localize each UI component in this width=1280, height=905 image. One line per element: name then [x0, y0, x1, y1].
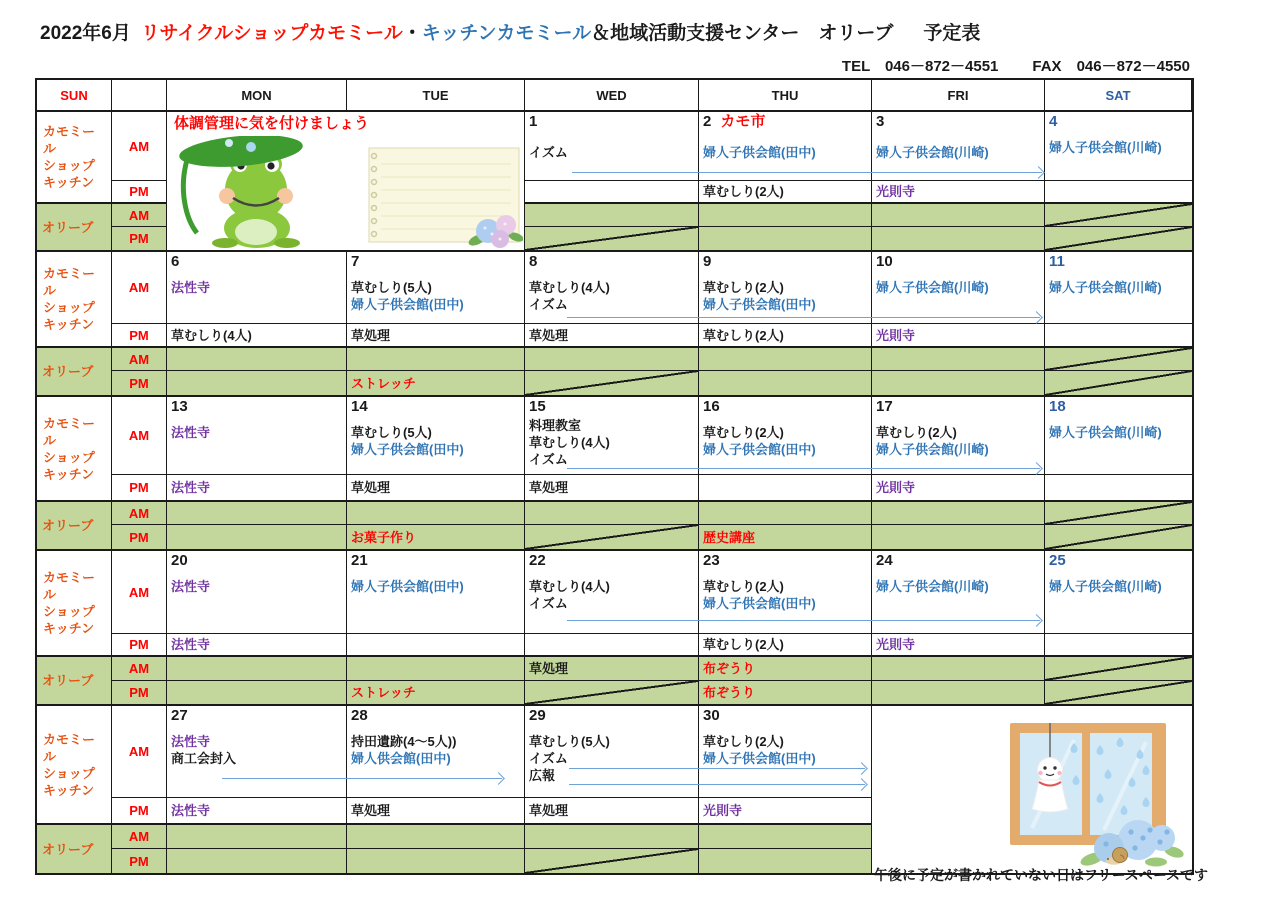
event-text: 草むしり(5人) [529, 734, 610, 749]
w1-fri-olive-pm-cell [872, 227, 1045, 250]
label-line: カモミール [43, 731, 96, 764]
day-number: 4 [1049, 113, 1058, 130]
w4-wed-olive-am-cell: 草処理 [525, 657, 699, 681]
week-3 [37, 397, 1192, 551]
row-label-olive: オリーブ [37, 348, 112, 395]
continuation-arrow [569, 768, 865, 769]
w3-sat-olive-pm-cell [1045, 525, 1192, 549]
event-text: 広報 [529, 768, 556, 783]
w1-sat-olive-pm-cell [1045, 227, 1192, 250]
fax-number: FAX 046－872－4550 [1032, 58, 1190, 75]
event-text: 法性寺 [171, 734, 211, 749]
w4-thu-pm-cell: 草むしり(2人) [699, 634, 872, 657]
w3-tue-am-cell [347, 397, 525, 475]
day-number: 20 [171, 552, 188, 569]
event-text: 草むしり(4人) [529, 280, 610, 295]
w4-sat-olive-am-cell [1045, 657, 1192, 681]
header-sat: SAT [1045, 80, 1192, 110]
w1-thu-olive-pm-cell [699, 227, 872, 250]
day-number: 18 [1049, 398, 1066, 415]
w5-wed-pm-cell: 草処理 [525, 798, 699, 825]
w1-thu-pm-cell: 草むしり(2人) [699, 181, 872, 204]
w1-sat-am-cell [1045, 112, 1192, 181]
w3-sat-olive-am-cell [1045, 502, 1192, 525]
w3-thu-pm-cell [699, 475, 872, 502]
w3-wed-olive-pm-cell [525, 525, 699, 549]
w3-fri-olive-am-cell [872, 502, 1045, 525]
w2-wed-olive-pm-cell [525, 371, 699, 395]
event-text: 草むしり(2人) [876, 425, 957, 440]
week-4 [37, 551, 1192, 706]
day-number: 14 [351, 398, 368, 415]
w4-tue-am-cell [347, 551, 525, 634]
row-label-chamomile [37, 112, 112, 204]
day-number: 22 [529, 552, 546, 569]
w1-fri-am-cell [872, 112, 1045, 181]
w3-fri-olive-pm-cell [872, 525, 1045, 549]
am-label: AM [112, 551, 167, 634]
w4-wed-am-cell [525, 551, 699, 634]
event-text: イズム [529, 596, 568, 611]
day-number: 17 [876, 398, 893, 415]
calendar-table [35, 78, 1194, 875]
day-number: 9 [703, 253, 712, 270]
continuation-arrow [222, 778, 502, 779]
day-number: 13 [171, 398, 188, 415]
olive-pm-label: PM [112, 371, 167, 395]
olive-am-label: AM [112, 825, 167, 849]
w3-sat-am-cell [1045, 397, 1192, 475]
w2-thu-olive-am-cell [699, 348, 872, 371]
day-number: 23 [703, 552, 720, 569]
olive-pm-label: PM [112, 681, 167, 704]
day-number: 24 [876, 552, 893, 569]
w2-sat-olive-am-cell [1045, 348, 1192, 371]
event-text: 草むしり(2人) [703, 734, 784, 749]
label-line: カモミール [43, 415, 96, 448]
w2-wed-olive-am-cell [525, 348, 699, 371]
row-label-olive: オリーブ [37, 825, 112, 873]
w3-wed-olive-am-cell [525, 502, 699, 525]
olive-am-label: AM [112, 502, 167, 525]
event-text: イズム [529, 751, 568, 766]
day-number: 15 [529, 398, 546, 415]
am-label: AM [112, 252, 167, 324]
w3-mon-am-cell [167, 397, 347, 475]
w3-fri-pm-cell: 光則寺 [872, 475, 1045, 502]
event-text: 婦人子供会館(田中) [351, 297, 464, 312]
w4-thu-olive-pm-cell: 布ぞうり [699, 681, 872, 704]
event-text: 草むしり(2人) [703, 425, 784, 440]
label-line: キッチン [43, 782, 95, 798]
w2-fri-pm-cell: 光則寺 [872, 324, 1045, 348]
w4-mon-am-cell [167, 551, 347, 634]
am-label: AM [112, 112, 167, 181]
olive-am-label: AM [112, 657, 167, 681]
w5-mon-olive-am-cell [167, 825, 347, 849]
w3-sat-pm-cell [1045, 475, 1192, 502]
continuation-arrow [569, 784, 865, 785]
event-text: 草むしり(2人) [703, 579, 784, 594]
w2-sat-pm-cell [1045, 324, 1192, 348]
event-text: 婦人子供会館(川崎) [1049, 140, 1162, 155]
w2-fri-olive-pm-cell [872, 371, 1045, 395]
w1-frog-illustration-cell [167, 112, 525, 250]
w4-fri-am-cell [872, 551, 1045, 634]
w4-tue-pm-cell [347, 634, 525, 657]
event-text: 持田遺跡(4～5人)) [351, 734, 457, 749]
label-line: カモミール [43, 266, 96, 298]
event-text: イズム [529, 452, 568, 467]
event-text: 婦人供会館(田中) [351, 751, 451, 766]
week-2 [37, 252, 1192, 397]
w4-thu-olive-am-cell: 布ぞうり [699, 657, 872, 681]
event-text: 婦人子供会館(田中) [703, 145, 816, 160]
am-label: AM [112, 397, 167, 475]
event-text: 草むしり(5人) [351, 280, 432, 295]
event-text: 料理教室 [529, 418, 582, 433]
w3-tue-olive-pm-cell: お菓子作り [347, 525, 525, 549]
w4-tue-olive-am-cell [347, 657, 525, 681]
w2-fri-am-cell [872, 252, 1045, 324]
w2-tue-pm-cell: 草処理 [347, 324, 525, 348]
row-label-olive: オリーブ [37, 657, 112, 704]
market-tag: カモ市 [720, 113, 766, 130]
event-text: 婦人子供会館(田中) [703, 442, 816, 457]
event-text: イズム [529, 145, 568, 160]
w4-wed-pm-cell [525, 634, 699, 657]
header-tue: TUE [347, 80, 525, 110]
pm-label: PM [112, 324, 167, 348]
event-text: 婦人子供会館(田中) [351, 579, 464, 594]
day-number [703, 113, 867, 130]
w4-fri-pm-cell: 光則寺 [872, 634, 1045, 657]
event-text: 婦人子供会館(川崎) [1049, 425, 1162, 440]
w3-wed-am-cell [525, 397, 699, 475]
w2-mon-pm-cell: 草むしり(4人) [167, 324, 347, 348]
event-text: 婦人子供会館(川崎) [1049, 280, 1162, 295]
w5-wed-olive-am-cell [525, 825, 699, 849]
header-ampm-spacer [112, 80, 167, 110]
pm-label: PM [112, 475, 167, 502]
w3-tue-olive-am-cell [347, 502, 525, 525]
row-label-chamomile [37, 397, 112, 502]
event-text: 婦人子供会館(田中) [703, 297, 816, 312]
label-line: ショップ [43, 765, 95, 781]
title-shop-name: リサイクルショップカモミール [140, 23, 403, 44]
week-5 [37, 706, 1192, 873]
w5-tue-pm-cell: 草処理 [347, 798, 525, 825]
w1-thu-am-cell [699, 112, 872, 181]
w3-wed-pm-cell: 草処理 [525, 475, 699, 502]
w4-thu-am-cell [699, 551, 872, 634]
w1-wed-am-cell [525, 112, 699, 181]
pm-label: PM [112, 181, 167, 204]
week-1 [37, 112, 1192, 252]
w4-mon-olive-pm-cell [167, 681, 347, 704]
w2-mon-olive-am-cell [167, 348, 347, 371]
w1-wed-pm-cell [525, 181, 699, 204]
day-number: 1 [529, 113, 538, 130]
w2-sat-am-cell [1045, 252, 1192, 324]
w4-mon-olive-am-cell [167, 657, 347, 681]
w5-tue-olive-pm-cell [347, 849, 525, 873]
header-mon: MON [167, 80, 347, 110]
event-text: 法性寺 [171, 579, 211, 594]
olive-am-label: AM [112, 204, 167, 227]
header-wed: WED [525, 80, 699, 110]
w5-window-illustration-cell [872, 706, 1192, 873]
w1-wed-olive-pm-cell [525, 227, 699, 250]
day-number: 8 [529, 253, 538, 270]
day-number: 3 [876, 113, 885, 130]
w3-thu-am-cell [699, 397, 872, 475]
label-line: カモミール [43, 124, 96, 156]
w4-wed-olive-pm-cell [525, 681, 699, 704]
label-line: キッチン [43, 466, 95, 482]
event-text: 婦人子供会館(川崎) [876, 579, 989, 594]
event-text: 法性寺 [171, 425, 211, 440]
w2-fri-olive-am-cell [872, 348, 1045, 371]
olive-pm-label: PM [112, 849, 167, 873]
w4-mon-pm-cell: 法性寺 [167, 634, 347, 657]
day-number: 11 [1049, 253, 1065, 270]
olive-pm-label: PM [112, 525, 167, 549]
event-text: 商工会封入 [171, 751, 237, 766]
day-number: 27 [171, 707, 188, 724]
event-text: 婦人子供会館(川崎) [876, 280, 989, 295]
label-line: キッチン [43, 621, 95, 636]
event-text: 婦人子供会館(田中) [703, 751, 816, 766]
day-number: 7 [351, 253, 360, 270]
title-month: 2022年6月 [40, 23, 131, 44]
w5-tue-olive-am-cell [347, 825, 525, 849]
event-text: 婦人子供会館(川崎) [876, 145, 989, 160]
event-text: 法性寺 [171, 280, 211, 295]
label-line: キッチン [43, 175, 95, 190]
title-center-name: ＆地域活動支援センター オリーブ [591, 23, 894, 44]
olive-pm-label: PM [112, 227, 167, 250]
event-text: 草むしり(4人) [529, 579, 610, 594]
w2-tue-olive-am-cell [347, 348, 525, 371]
day-number: 6 [171, 253, 180, 270]
w4-tue-olive-pm-cell: ストレッチ [347, 681, 525, 704]
w3-tue-pm-cell: 草処理 [347, 475, 525, 502]
rainy-window-illustration [988, 718, 1188, 868]
w1-fri-pm-cell: 光則寺 [872, 181, 1045, 204]
row-label-olive: オリーブ [37, 502, 112, 549]
event-text: 草むしり(4人) [529, 435, 610, 450]
page-title [40, 18, 980, 45]
label-line: ショップ [43, 604, 95, 619]
title-suffix: 予定表 [923, 23, 981, 44]
w1-sat-pm-cell [1045, 181, 1192, 204]
event-text: 婦人子供会館(川崎) [876, 442, 989, 457]
w1-sat-olive-am-cell [1045, 204, 1192, 227]
w1-wed-olive-am-cell [525, 204, 699, 227]
w2-wed-pm-cell: 草処理 [525, 324, 699, 348]
event-text: イズム [529, 297, 568, 312]
w3-thu-olive-pm-cell: 歴史講座 [699, 525, 872, 549]
pm-label: PM [112, 634, 167, 657]
w5-thu-olive-pm-cell [699, 849, 872, 873]
w3-fri-am-cell [872, 397, 1045, 475]
day-number: 30 [703, 707, 720, 724]
label-line: ショップ [43, 158, 95, 173]
header-row [37, 80, 1192, 112]
continuation-arrow [567, 620, 1040, 621]
w4-sat-olive-pm-cell [1045, 681, 1192, 704]
w2-thu-am-cell [699, 252, 872, 324]
header-fri: FRI [872, 80, 1045, 110]
event-text: 婦人子供会館(川崎) [1049, 579, 1162, 594]
event-text: 草むしり(5人) [351, 425, 432, 440]
w5-mon-pm-cell: 法性寺 [167, 798, 347, 825]
row-label-chamomile [37, 551, 112, 657]
w3-mon-olive-pm-cell [167, 525, 347, 549]
w2-tue-olive-pm-cell: ストレッチ [347, 371, 525, 395]
title-kitchen-name: キッチンカモミール [421, 23, 592, 44]
day-number: 28 [351, 707, 368, 724]
w4-fri-olive-pm-cell [872, 681, 1045, 704]
row-label-olive: オリーブ [37, 204, 112, 250]
w2-thu-olive-pm-cell [699, 371, 872, 395]
event-text: 草むしり(2人) [703, 280, 784, 295]
w2-thu-pm-cell: 草むしり(2人) [699, 324, 872, 348]
w2-wed-am-cell [525, 252, 699, 324]
w4-sat-pm-cell [1045, 634, 1192, 657]
w3-mon-olive-am-cell [167, 502, 347, 525]
label-line: ショップ [43, 449, 95, 465]
label-line: カモミール [43, 570, 96, 602]
day-number: 29 [529, 707, 546, 724]
label-line: キッチン [43, 317, 95, 332]
olive-am-label: AM [112, 348, 167, 371]
day-number: 25 [1049, 552, 1066, 569]
w5-mon-olive-pm-cell [167, 849, 347, 873]
frog-illustration [167, 136, 523, 248]
health-reminder-note: 体調管理に気を付けましょう [174, 115, 370, 132]
w4-fri-olive-am-cell [872, 657, 1045, 681]
w3-thu-olive-am-cell [699, 502, 872, 525]
header-sun: SUN [37, 80, 112, 110]
row-label-chamomile [37, 706, 112, 825]
w2-mon-am-cell [167, 252, 347, 324]
w3-mon-pm-cell: 法性寺 [167, 475, 347, 502]
w1-thu-olive-am-cell [699, 204, 872, 227]
title-separator: ・ [402, 23, 422, 44]
day-number-text: 2 [703, 113, 712, 130]
w2-tue-am-cell [347, 252, 525, 324]
continuation-arrow [572, 172, 1042, 173]
tel-number: TEL 046－872－4551 [841, 58, 999, 75]
w5-mon-am-cell [167, 706, 347, 798]
event-text: 婦人子供会館(田中) [703, 596, 816, 611]
row-label-chamomile [37, 252, 112, 348]
w5-thu-pm-cell: 光則寺 [699, 798, 872, 825]
continuation-arrow [567, 468, 1040, 469]
day-number: 21 [351, 552, 368, 569]
label-line: ショップ [43, 300, 95, 315]
day-number: 10 [876, 253, 893, 270]
w5-wed-olive-pm-cell [525, 849, 699, 873]
w1-fri-olive-am-cell [872, 204, 1045, 227]
w2-sat-olive-pm-cell [1045, 371, 1192, 395]
footer-note: 午後に予定が書かれていない日はフリースペースです [874, 867, 1209, 883]
continuation-arrow [567, 317, 1040, 318]
day-number: 16 [703, 398, 720, 415]
w2-mon-olive-pm-cell [167, 371, 347, 395]
contact-line [35, 55, 1190, 76]
w5-thu-olive-am-cell [699, 825, 872, 849]
event-text: 婦人子供会館(田中) [351, 442, 464, 457]
pm-label: PM [112, 798, 167, 825]
w4-sat-am-cell [1045, 551, 1192, 634]
am-label: AM [112, 706, 167, 798]
header-thu: THU [699, 80, 872, 110]
